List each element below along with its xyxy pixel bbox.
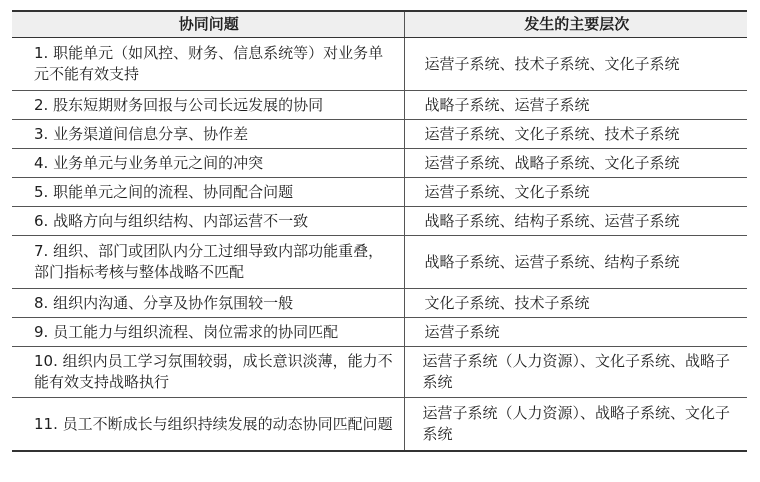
problem-cell: 10. 组织内员工学习氛围较弱，成长意识淡薄，能力不能有效支持战略执行 <box>12 347 404 398</box>
problem-cell: 7. 组织、部门或团队内分工过细导致内部功能重叠，部门指标考核与整体战略不匹配 <box>12 236 404 289</box>
table-row <box>12 347 747 398</box>
level-cell: 运营子系统、战略子系统、文化子系统 <box>404 149 747 178</box>
table-row <box>12 207 747 236</box>
level-cell: 运营子系统（人力资源）、战略子系统、文化子系统 <box>404 398 747 452</box>
table-row <box>12 178 747 207</box>
table-header-row <box>12 11 747 38</box>
problem-cell: 5. 职能单元之间的流程、协同配合问题 <box>12 178 404 207</box>
level-cell: 运营子系统、技术子系统、文化子系统 <box>404 38 747 91</box>
table-row <box>12 398 747 452</box>
problem-cell: 6. 战略方向与组织结构、内部运营不一致 <box>12 207 404 236</box>
level-cell: 战略子系统、运营子系统、结构子系统 <box>404 236 747 289</box>
problem-cell: 9. 员工能力与组织流程、岗位需求的协同匹配 <box>12 318 404 347</box>
table-row <box>12 289 747 318</box>
level-cell: 运营子系统 <box>404 318 747 347</box>
synergy-problems-table-container <box>12 10 747 452</box>
level-cell: 运营子系统、文化子系统 <box>404 178 747 207</box>
level-cell: 运营子系统（人力资源）、文化子系统、战略子系统 <box>404 347 747 398</box>
problem-cell: 4. 业务单元与业务单元之间的冲突 <box>12 149 404 178</box>
level-cell: 战略子系统、结构子系统、运营子系统 <box>404 207 747 236</box>
table-row <box>12 91 747 120</box>
problem-cell: 8. 组织内沟通、分享及协作氛围较一般 <box>12 289 404 318</box>
problem-cell: 3. 业务渠道间信息分享、协作差 <box>12 120 404 149</box>
table-row <box>12 149 747 178</box>
table-row <box>12 38 747 91</box>
header-main-level: 发生的主要层次 <box>404 11 747 38</box>
problem-cell: 2. 股东短期财务回报与公司长远发展的协同 <box>12 91 404 120</box>
level-cell: 文化子系统、技术子系统 <box>404 289 747 318</box>
problem-cell: 11. 员工不断成长与组织持续发展的动态协同匹配问题 <box>12 398 404 452</box>
table-row <box>12 120 747 149</box>
synergy-problems-table <box>12 10 747 452</box>
level-cell: 战略子系统、运营子系统 <box>404 91 747 120</box>
table-row <box>12 318 747 347</box>
problem-cell: 1. 职能单元（如风控、财务、信息系统等）对业务单元不能有效支持 <box>12 38 404 91</box>
level-cell: 运营子系统、文化子系统、技术子系统 <box>404 120 747 149</box>
header-synergy-problem: 协同问题 <box>12 11 404 38</box>
table-row <box>12 236 747 289</box>
